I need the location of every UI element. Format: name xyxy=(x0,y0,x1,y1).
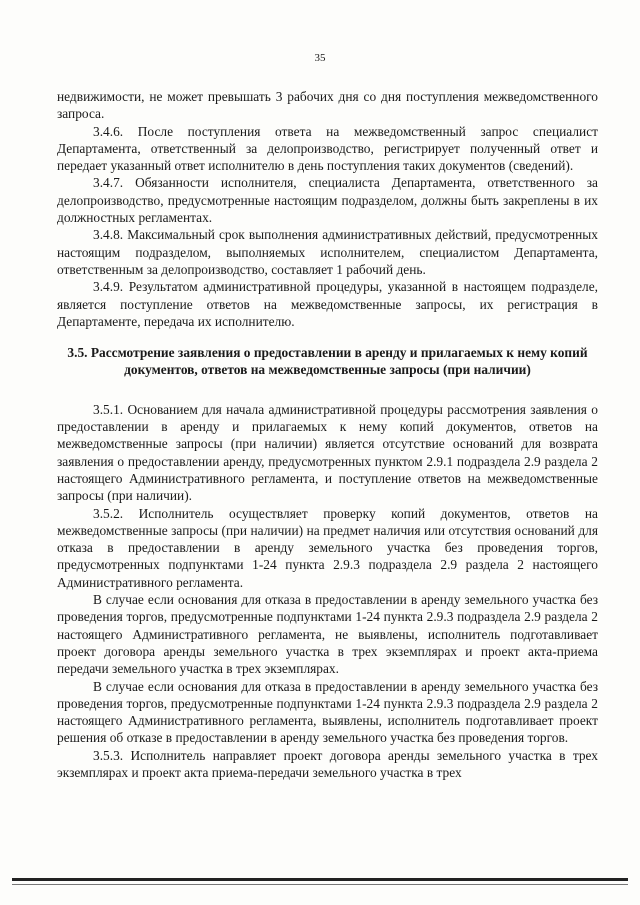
paragraph-case-found: В случае если основания для отказа в предоставлении в аренду земельного участка без проведения торгов, предусмотренные подпунктами 1-24 пункта 2.9.3 подраздела 2.9 раздела 2 настоящего Административного регламента, выявлены, исполнитель подготавливает проект решения об отказе в предоставлении в аренду земельного участка без проведения торгов. xyxy=(57,678,598,746)
paragraph-3-5-1: 3.5.1. Основанием для начала административной процедуры рассмотрения заявления о предоставлении в аренду и прилагаемых к нему копий документов, ответов на межведомственные запросы (при наличии) является отсутствие оснований для возврата заявления о предоставлении аренду, предусмотренных пунктом 2.9.1 подраздела 2.9 раздела 2 настоящего Административного регламента, и поступление ответов на межведомственные запросы (при наличии). xyxy=(57,401,598,504)
paragraph-3-4-8: 3.4.8. Максимальный срок выполнения административных действий, предусмотренных настоящим подразделом, выполняемых исполнителем, специалистом Департамента, ответственным за делопроизводство, составляет 1 рабочий день. xyxy=(57,227,598,277)
paragraph-case-not-found: В случае если основания для отказа в предоставлении в аренду земельного участка без проведения торгов, предусмотренные подпунктами 1-24 пункта 2.9.3 подраздела 2.9 раздела 2 настоящего Административного регламента, не выявлены, исполнитель подготавливает проект договора аренды земельного участка в трех экземплярах и проект акта-приема передачи земельного участка в трех экземплярах. xyxy=(57,592,598,677)
scan-bottom-border xyxy=(12,878,628,881)
scan-bottom-border-thin xyxy=(12,884,628,885)
paragraph-3-5-3: 3.5.3. Исполнитель направляет проект договора аренды земельного участка в трех экземплярах и проект акта приема-передачи земельного участка в трех xyxy=(57,747,598,780)
paragraph-3-4-7: 3.4.7. Обязанности исполнителя, специалиста Департамента, ответственного за делопроизводство, предусмотренные настоящим подразделом, должны быть закреплены в их должностных регламентах. xyxy=(57,175,598,226)
document-body xyxy=(57,88,598,781)
page-number: 35 xyxy=(314,52,326,64)
section-heading-3-5: 3.5. Рассмотрение заявления о предоставлении в аренду и прилагаемых к нему копий документов, ответов на межведомственные запросы (при наличии) xyxy=(67,345,588,378)
paragraph-continuation: недвижимости, не может превышать 3 рабочих дня со дня поступления межведомственного запроса. xyxy=(57,89,598,122)
paragraph-3-4-6: 3.4.6. После поступления ответа на межведомственный запрос специалист Департамента, ответственный за делопроизводство, регистрирует полученный ответ и передает указанный ответ исполнителю в день поступления таких документов (сведений). xyxy=(57,123,598,174)
paragraph-3-5-2: 3.5.2. Исполнитель осуществляет проверку копий документов, ответов на межведомственные запросы (при наличии) на предмет наличия или отсутствия оснований для отказа в предоставлении в аренду земельного участка без проведения торгов, предусмотренных подпунктами 1-24 пункта 2.9.3 подраздела 2.9 раздела 2 настоящего Административного регламента. xyxy=(57,505,598,590)
paragraph-3-4-9: 3.4.9. Результатом административной процедуры, указанной в настоящем подразделе, является поступление ответов на межведомственные запросы, их регистрация в Департаменте, передача их исполнителю. xyxy=(57,279,598,329)
